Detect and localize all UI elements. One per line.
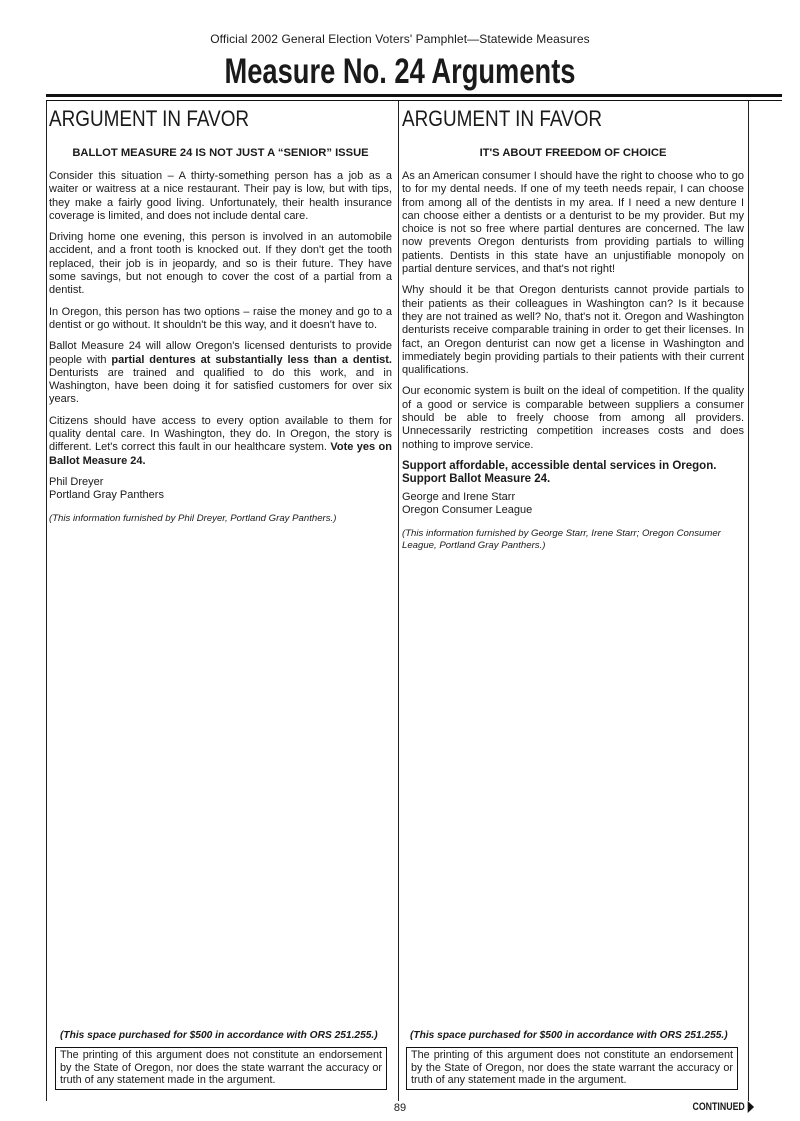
right-purchase-note: (This space purchased for $500 in accordance with ORS 251.255.) (410, 1030, 728, 1041)
right-signer-name: George and Irene Starr (402, 490, 516, 503)
right-column (402, 104, 744, 553)
column-divider (398, 101, 399, 1101)
left-purchase-note: (This space purchased for $500 in accordance with ORS 251.255.) (60, 1030, 378, 1041)
left-paragraph-5: Citizens should have access to every option available to them for quality dental care. In Washington, they do. In Oregon, the story is different. Let's correct this fault in our healthcare system. Vote yes on Ballot Measure 24. (49, 414, 392, 467)
left-paragraph-4: Ballot Measure 24 will allow Oregon's licensed denturists to provide people with partial dentures at substantially less than a dentist. Denturists are trained and qualified to do this work, and in Washington, have been doing it for satisfied customers for over six years. (49, 340, 392, 406)
title-rule-thin (46, 100, 782, 101)
left-emphasis: partial dentures at substantially less than a dentist. (111, 353, 392, 366)
left-column (49, 104, 392, 525)
continued-label: CONTINUED (692, 1101, 754, 1113)
page-title: Measure No. 24 Arguments (224, 52, 576, 91)
left-disclaimer-box: The printing of this argument does not constitute an endorsement by the State of Oregon, nor does the state warrant the accuracy or truth of any statement made in the argument. (55, 1047, 387, 1090)
right-disclaimer-box: The printing of this argument does not constitute an endorsement by the State of Oregon, nor does the state warrant the accuracy or truth of any statement made in the argument. (406, 1047, 738, 1090)
right-furnished-note: (This information furnished by George Starr, Irene Starr; Oregon Consumer League, Portland Gray Panthers.) (402, 527, 721, 552)
right-support-statement: Support affordable, accessible dental services in Oregon. Support Ballot Measure 24. (402, 459, 717, 486)
left-signer-org: Portland Gray Panthers (49, 489, 164, 502)
right-paragraph-3: Our economic system is built on the ideal of competition. If the quality of a good or service is comparable between suppliers a consumer should be able to freely choose from among all providers. Unnecessarily restricting competition increases costs and does nothing to improve service. (402, 385, 744, 451)
right-border (748, 101, 749, 1101)
left-heading: ARGUMENT IN FAVOR (49, 106, 250, 131)
running-head: Official 2002 General Election Voters' Pamphlet—Statewide Measures (210, 32, 590, 46)
right-paragraph-2: Why should it be that Oregon denturists cannot provide partials to their patients as their colleagues in Washington can? Is it because they are not trained as well? No, that's not it. Oregon and Washington denturists receive comparable training in order to get their licenses. In fact, an Oregon denturist can now get a license in Washington and immediately begin providing partials to their patients with their current qualifications. (402, 284, 744, 377)
left-border (46, 101, 47, 1101)
page-number: 89 (393, 1102, 407, 1114)
title-rule-thick (46, 94, 782, 97)
right-heading: ARGUMENT IN FAVOR (402, 106, 603, 131)
left-signer-name: Phil Dreyer (49, 475, 104, 488)
left-paragraph-2: Driving home one evening, this person is involved in an automobile accident, and a front tooth is knocked out. If they don't get the tooth replaced, their job is in jeopardy, and so is their future. They have some savings, but not enough to cover the cost of a partial from a dentist. (49, 231, 392, 297)
left-vote-call: Vote yes on Ballot Measure 24. (49, 441, 392, 467)
right-signer-org: Oregon Consumer League (402, 504, 533, 517)
left-paragraph-3: In Oregon, this person has two options – raise the money and go to a dentist or go without. It shouldn't be this way, and it doesn't have to. (49, 305, 392, 331)
right-paragraph-1: As an American consumer I should have the right to choose who to go to for my dental needs. If one of my teeth needs repair, I can choose from among all of the dentists in my area. If I need a new denture I can choose either a dentists or a denturist to be my provider. But my choice is not so free where partial dentures are concerned. The law now prevents Oregon denturists from providing partials to willing patients. Dentists in this state have an unjustifiable monopoly on partial denture services, and that's not right! (402, 170, 744, 276)
continue-arrow-icon (748, 1101, 754, 1113)
right-subheading: IT'S ABOUT FREEDOM OF CHOICE (479, 147, 667, 159)
left-paragraph-1: Consider this situation – A thirty-something person has a job as a waiter or waitress at a nice restaurant. Their pay is low, but with tips, they make a fairly good living. Unfortunately, their health insurance coverage is limited, and does not include dental care. (49, 170, 392, 222)
left-subheading: BALLOT MEASURE 24 IS NOT JUST A “SENIOR” ISSUE (72, 147, 369, 159)
left-furnished-note: (This information furnished by Phil Dreyer, Portland Gray Panthers.) (49, 512, 337, 524)
